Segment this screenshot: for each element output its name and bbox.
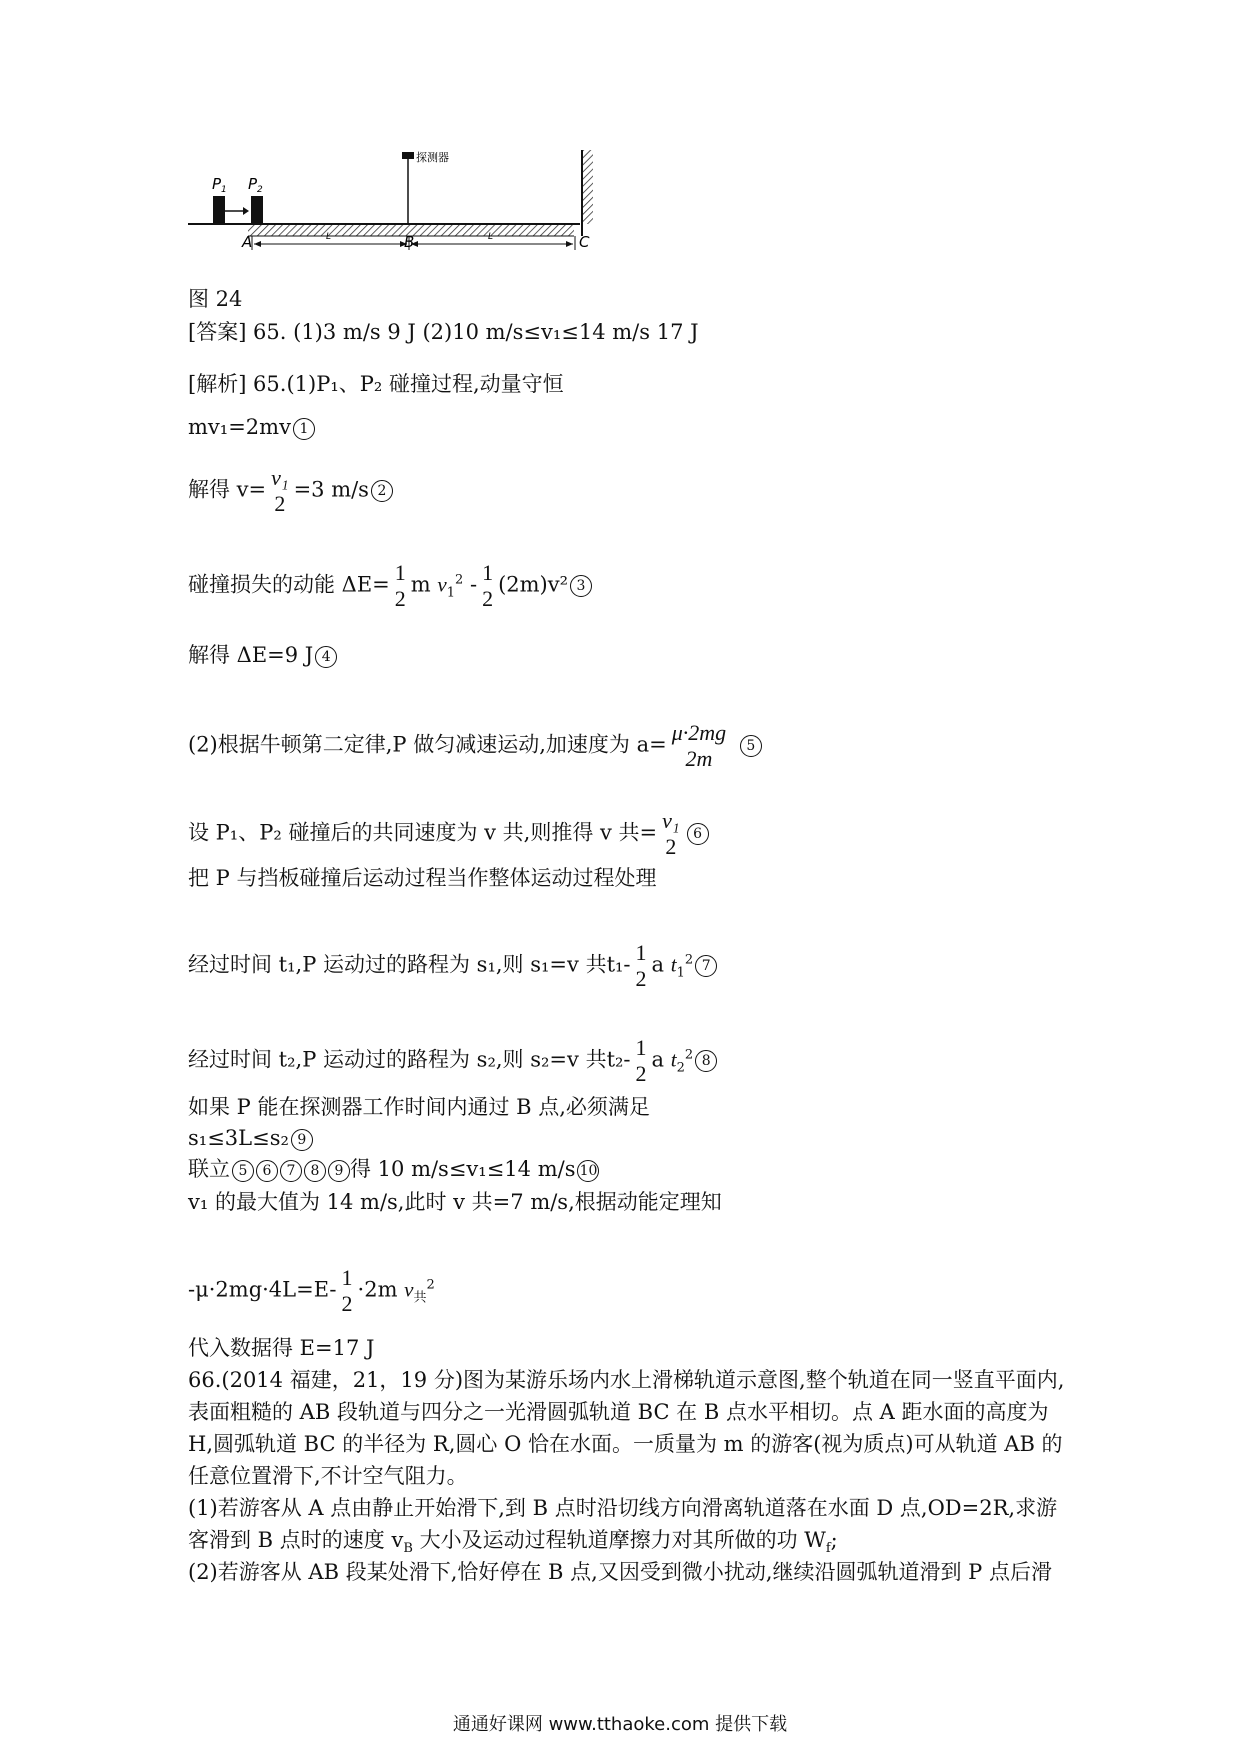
label-b: B: [404, 233, 415, 251]
equation-5: (2)根据牛顿第二定律,P 做匀减速运动,加速度为 a= μ·2mg 2m 5: [188, 720, 762, 772]
analysis-heading: [解析] 65.(1)P₁、P₂ 碰撞过程,动量守恒: [188, 372, 564, 396]
detector-head: [402, 152, 414, 159]
label-p2: $P_2$: [248, 175, 263, 195]
block-p2: [251, 196, 263, 224]
question-66-part-2: (2)若游客从 AB 段某处滑下,恰好停在 B 点,又因受到微小扰动,继续沿圆弧轨道滑到 P 点后滑: [188, 1560, 1052, 1584]
equation-2: 解得 v= v₁ 2 =3 m/s 2: [188, 465, 393, 517]
question-66-part-1: (1)若游客从 A 点由静止开始滑下,到 B 点时沿切线方向滑离轨道落在水面 D 点,OD=2R,求游客滑到 B 点时的速度 $v_B$ 大小及运动过程轨道摩擦力对其所做的功 $W_f$;: [188, 1496, 1058, 1557]
equation-13: 代入数据得 E=17 J: [188, 1336, 375, 1360]
label-l1: L: [326, 232, 332, 242]
circle-8: 8: [695, 1050, 717, 1072]
equation-7: 经过时间 t₁,P 运动过的路程为 s₁,则 s₁=v 共t₁- 1 2 a $t_1^2$ 7: [188, 940, 717, 992]
circle-9: 9: [291, 1129, 313, 1151]
equation-8: 经过时间 t₂,P 运动过的路程为 s₂,则 s₂=v 共t₂- 1 2 a $t_2^2$ 8: [188, 1035, 717, 1087]
wall-hatch: [583, 150, 593, 224]
circle-4: 4: [315, 646, 337, 668]
equation-11: v₁ 的最大值为 14 m/s,此时 v 共=7 m/s,根据动能定理知: [188, 1190, 722, 1214]
equation-9b: s₁≤3L≤s₂ 9: [188, 1128, 313, 1151]
equation-3: 碰撞损失的动能 ΔE= 1 2 m $v_1^2$ - 1 2 (2m)v² 3: [188, 560, 592, 612]
circle-6: 6: [687, 823, 709, 845]
footer-credit: 通通好课网 www.tthaoke.com 提供下载: [452, 1714, 788, 1735]
circle-10: 10: [577, 1160, 599, 1182]
equation-4: 解得 ΔE=9 J 4: [188, 645, 337, 668]
equation-6: 设 P₁、P₂ 碰撞后的共同速度为 v 共,则推得 v 共= v₁ 2 6: [188, 808, 709, 860]
label-a: A: [242, 233, 253, 251]
equation-6b: 把 P 与挡板碰撞后运动过程当作整体运动过程处理: [188, 866, 657, 890]
equation-9a: 如果 P 能在探测器工作时间内通过 B 点,必须满足: [188, 1095, 650, 1119]
label-p1: $P_1$: [212, 175, 227, 195]
circle-5: 5: [740, 735, 762, 757]
equation-10: 联立 5 6 7 8 9 得 10 m/s≤v₁≤14 m/s 10: [188, 1159, 599, 1182]
equation-12: -μ·2mg·4L=E- 1 2 ·2m $v_共^2$: [188, 1265, 435, 1316]
detector-label: 探测器: [416, 151, 449, 164]
block-p1: [213, 196, 225, 224]
circle-2: 2: [371, 480, 393, 502]
equation-1: mv₁=2mv 1: [188, 417, 315, 440]
circle-7: 7: [695, 955, 717, 977]
figure-24-diagram: [180, 150, 610, 280]
circle-3: 3: [570, 575, 592, 597]
circle-1: 1: [293, 418, 315, 440]
figure-caption: 图 24: [188, 287, 243, 311]
label-l2: L: [488, 232, 494, 242]
answer-line: [答案] 65. (1)3 m/s 9 J (2)10 m/s≤v₁≤14 m/s 17 J: [188, 320, 699, 344]
label-c: C: [579, 233, 590, 251]
question-66-stem: 66.(2014 福建，21，19 分)图为某游乐场内水上滑梯轨道示意图,整个轨道在同一竖直平面内,表面粗糙的 AB 段轨道与四分之一光滑圆弧轨道 BC 在 B 点水平相切。点 A 距水面的高度为 H,圆弧轨道 BC 的半径为 R,圆心 O 恰在水面。一质量为 m 的游客(视为质点)可从轨道 AB 的任意位置滑下,不计空气阻力。: [188, 1368, 1065, 1488]
